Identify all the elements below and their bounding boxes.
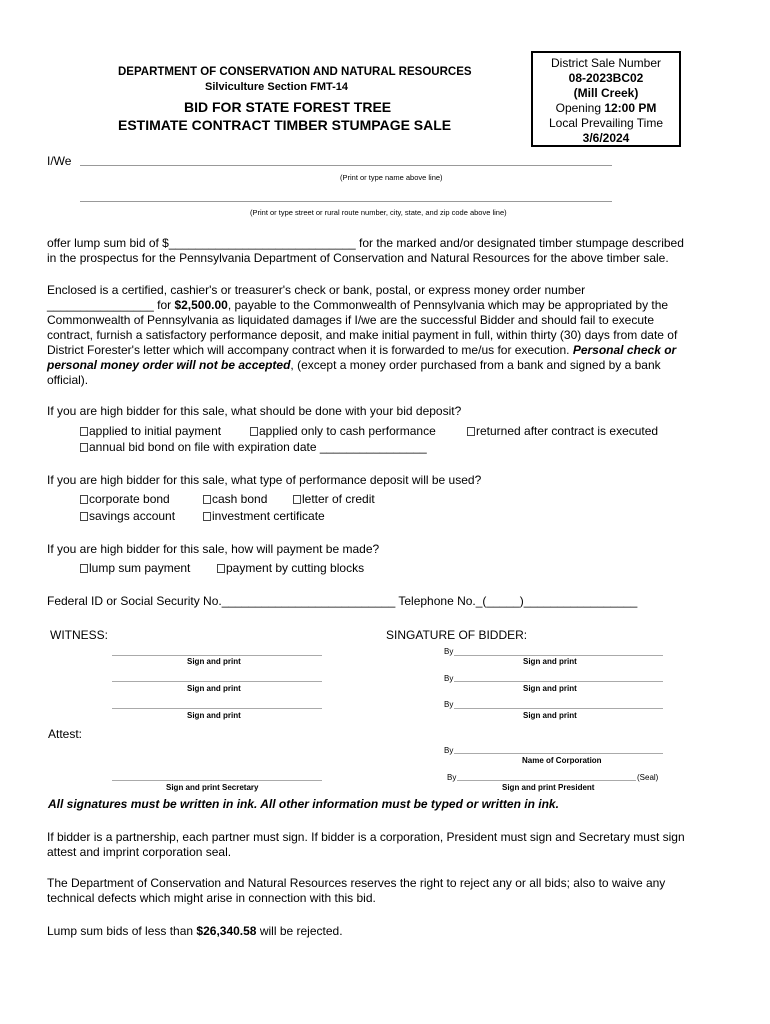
q2-option-savings-account[interactable]: [80, 509, 175, 523]
minimum-bid-prefix: Lump sum bids of less than: [47, 924, 197, 938]
q1-option-label: returned after contract is executed: [476, 424, 659, 438]
bidder-sign-print-2: Sign and print: [523, 684, 577, 693]
bidder-sign-print-3: Sign and print: [523, 711, 577, 720]
bidder-sign-print-1: Sign and print: [523, 657, 577, 666]
offer-paragraph: [47, 236, 727, 266]
reserve-note-line1: The Department of Conservation and Natural Resources reserves the right to reject any or all bids; also to waive any: [47, 876, 666, 890]
bidder-signature-line-2[interactable]: [454, 681, 663, 682]
corporation-name-line[interactable]: [454, 753, 663, 754]
q1-option-bid-bond[interactable]: [80, 440, 427, 454]
witness-sign-print-3: Sign and print: [187, 711, 241, 720]
checkbox-icon[interactable]: [80, 443, 88, 452]
signature-of-bidder-label: SINGATURE OF BIDDER:: [386, 628, 528, 642]
q3-option-lump-sum[interactable]: [80, 561, 190, 575]
opening-time: [533, 101, 679, 116]
money-order-number-field[interactable]: ________________: [47, 298, 154, 312]
q2-option-label: letter of credit: [302, 492, 375, 506]
enclosed-line3: Commonwealth of Pennsylvania as liquidated damages if I/we are the successful Bidder and should fail to execute: [47, 313, 655, 327]
department-name: DEPARTMENT OF CONSERVATION AND NATURAL RESOURCES: [118, 66, 472, 78]
by-label-3: By: [444, 700, 454, 709]
minimum-bid-amount: $26,340.58: [196, 924, 257, 938]
q3-option-label: payment by cutting blocks: [226, 561, 365, 575]
q3-option-label: lump sum payment: [89, 561, 191, 575]
seal-label: (Seal): [637, 773, 659, 782]
q2-option-label: savings account: [89, 509, 176, 523]
q2-option-label: cash bond: [212, 492, 268, 506]
by-label-president: By: [447, 773, 457, 782]
checkbox-icon[interactable]: [80, 495, 88, 504]
enclosed-line1: Enclosed is a certified, cashier's or treasurer's check or bank, postal, or express money order number: [47, 283, 586, 297]
q1-question: If you are high bidder for this sale, what should be done with your bid deposit?: [47, 404, 462, 418]
enclosed-for: for: [153, 298, 175, 312]
sign-print-secretary-label: Sign and print Secretary: [166, 783, 259, 792]
q2-option-investment-certificate[interactable]: [203, 509, 325, 523]
enclosed-line2-rest: , payable to the Commonwealth of Pennsylvania which may be appropriated by the: [227, 298, 669, 312]
q3-option-cutting-blocks[interactable]: [217, 561, 364, 575]
secretary-signature-line[interactable]: [112, 780, 322, 781]
sale-number: 08-2023BC02: [568, 71, 644, 85]
reserve-note: [47, 876, 727, 906]
partnership-note-line1: If bidder is a partnership, each partner must sign. If bidder is a corporation, President must sign and Secretary must sign: [47, 830, 685, 844]
q3-question: If you are high bidder for this sale, how will payment be made?: [47, 542, 380, 556]
bidder-signature-line-3[interactable]: [454, 708, 663, 709]
by-label-1: By: [444, 647, 454, 656]
federal-id-telephone[interactable]: Federal ID or Social Security No.__________________________ Telephone No._(_____)_________________: [47, 594, 638, 608]
q2-option-letter-of-credit[interactable]: [293, 492, 375, 506]
enclosed-line4: contract, furnish a satisfactory performance deposit, and make initial payment in full, within thirty (30) days from date of: [47, 328, 678, 342]
q1-option-cash-performance[interactable]: [250, 424, 436, 438]
checkbox-icon[interactable]: [217, 564, 225, 573]
by-label-2: By: [444, 674, 454, 683]
sale-info-box: [531, 51, 681, 147]
president-signature-line[interactable]: [457, 780, 636, 781]
offer-text-1: offer lump sum bid of $: [47, 236, 169, 250]
checkbox-icon[interactable]: [293, 495, 301, 504]
partnership-note: [47, 830, 727, 860]
enclosed-paragraph: [47, 283, 727, 388]
form-title-line1: BID FOR STATE FOREST TREE: [184, 99, 392, 115]
q1-option-label: applied to initial payment: [89, 424, 222, 438]
enclosed-line6b: , (except a money order purchased from a bank and signed by a bank: [290, 358, 661, 372]
opening-time-value: 12:00 PM: [604, 101, 657, 115]
checkbox-icon[interactable]: [250, 427, 258, 436]
q1-option-label: applied only to cash performance: [259, 424, 436, 438]
q2-question: If you are high bidder for this sale, what type of performance deposit will be used?: [47, 473, 482, 487]
witness-signature-line-1[interactable]: [112, 655, 322, 656]
enclosed-line7: official).: [47, 373, 89, 387]
ink-notice: All signatures must be written in ink. All other information must be typed or written in ink.: [48, 797, 559, 811]
minimum-bid-suffix: will be rejected.: [256, 924, 343, 938]
name-of-corporation-label: Name of Corporation: [522, 756, 602, 765]
enclosed-line5a: District Forester's letter which will accompany contract when it is forwarded to me/us for execution.: [47, 343, 573, 357]
checkbox-icon[interactable]: [80, 427, 88, 436]
section-name: Silviculture Section FMT-14: [205, 81, 349, 93]
q2-option-label: investment certificate: [212, 509, 325, 523]
sale-date: 3/6/2024: [582, 131, 630, 145]
sale-name: (Mill Creek): [573, 86, 639, 100]
deposit-amount: $2,500.00: [174, 298, 228, 312]
name-caption: (Print or type name above line): [340, 173, 443, 182]
checkbox-icon[interactable]: [467, 427, 475, 436]
witness-sign-print-1: Sign and print: [187, 657, 241, 666]
bidder-signature-line-1[interactable]: [454, 655, 663, 656]
bid-amount-field[interactable]: ____________________________: [168, 236, 356, 250]
sign-print-president-label: Sign and print President: [502, 783, 595, 792]
checkbox-icon[interactable]: [80, 564, 88, 573]
sale-number-label: District Sale Number: [550, 56, 662, 70]
time-zone: Local Prevailing Time: [548, 116, 664, 130]
partnership-note-line2: attest and imprint corporation seal.: [47, 845, 232, 859]
bidder-name-field[interactable]: [80, 153, 612, 166]
enclosed-line5b: Personal check or: [572, 343, 677, 357]
iwe-label: I/We: [47, 154, 72, 168]
attest-label: Attest:: [48, 727, 83, 741]
q1-option-initial-payment[interactable]: [80, 424, 221, 438]
witness-sign-print-2: Sign and print: [187, 684, 241, 693]
q2-option-cash-bond[interactable]: [203, 492, 267, 506]
minimum-bid-note: [47, 924, 343, 938]
q1-option-label: annual bid bond on file with expiration date ________________: [89, 440, 427, 454]
witness-label: WITNESS:: [50, 628, 109, 642]
q2-option-corporate-bond[interactable]: [80, 492, 170, 506]
bidder-address-field[interactable]: [80, 189, 612, 202]
form-title-line2: ESTIMATE CONTRACT TIMBER STUMPAGE SALE: [118, 117, 452, 133]
offer-text-3: in the prospectus for the Pennsylvania Department of Conservation and Natural Resources for the above timber sale.: [47, 251, 669, 265]
enclosed-line6a: personal money order will not be accepted: [47, 358, 291, 372]
offer-text-2: for the marked and/or designated timber stumpage described: [355, 236, 684, 250]
witness-signature-line-2[interactable]: [112, 681, 322, 682]
reserve-note-line2: technical defects which might arise in connection with this bid.: [47, 891, 376, 905]
opening-prefix: Opening: [555, 101, 605, 115]
address-caption: (Print or type street or rural route number, city, state, and zip code above line): [250, 208, 507, 217]
checkbox-icon[interactable]: [203, 512, 211, 521]
checkbox-icon[interactable]: [203, 495, 211, 504]
q2-option-label: corporate bond: [89, 492, 170, 506]
checkbox-icon[interactable]: [80, 512, 88, 521]
witness-signature-line-3[interactable]: [112, 708, 322, 709]
by-label-corp: By: [444, 746, 454, 755]
q1-option-returned[interactable]: [467, 424, 658, 438]
